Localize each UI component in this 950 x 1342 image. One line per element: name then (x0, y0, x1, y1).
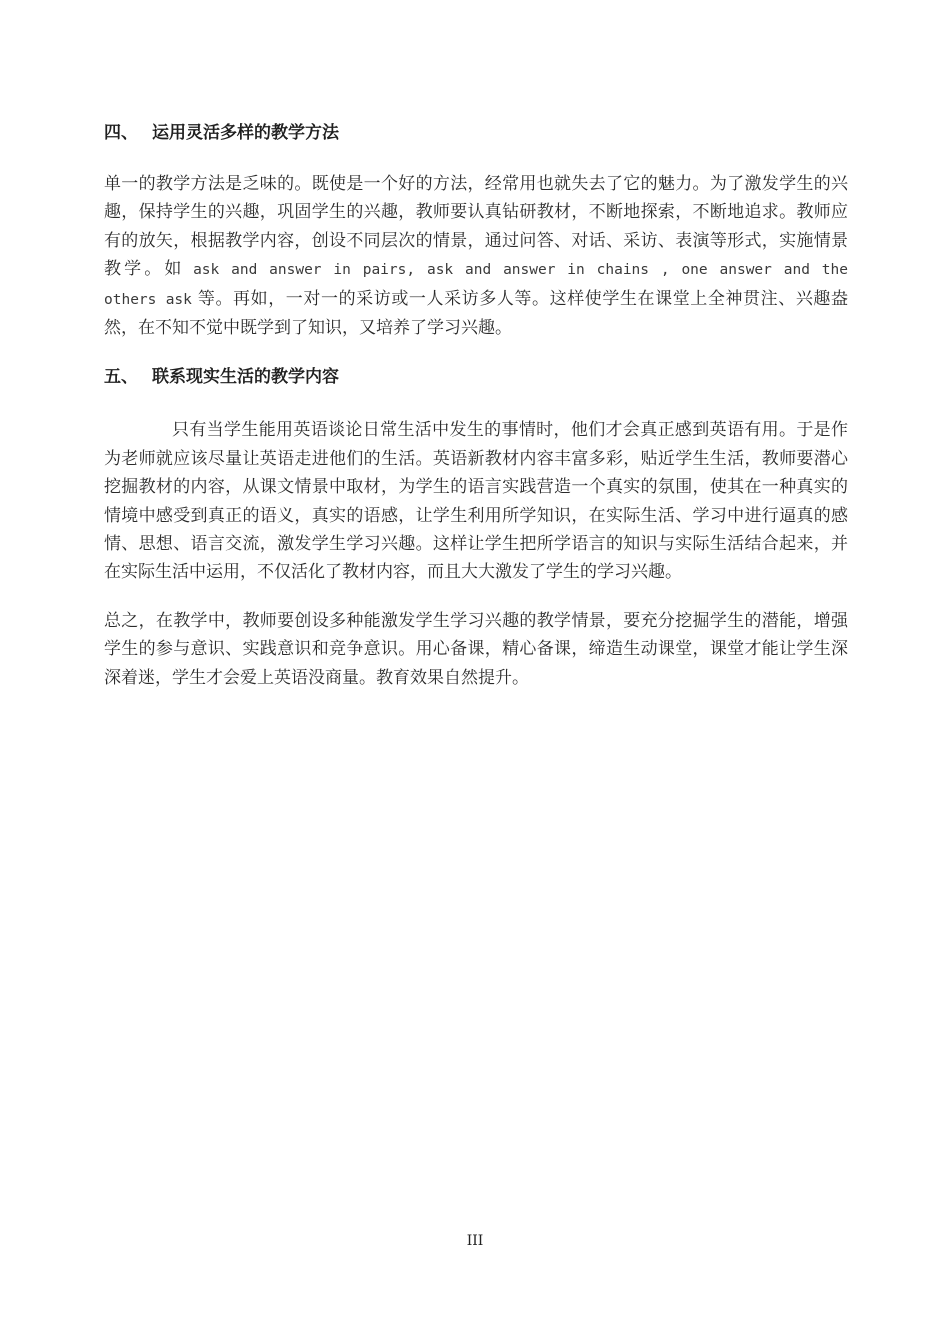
section-title: 联系现实生活的教学内容 (152, 367, 339, 388)
conclusion-paragraph: 总之，在教学中，教师要创设多种能激发学生学习兴趣的教学情景，要充分挖掘学生的潜能，增强学生的参与意识、实践意识和竞争意识。用心备课，精心备课，缔造生动课堂，课堂才能让学生深深着迷，学生才会爱上英语没商量。教育效果自然提升。 (104, 610, 848, 688)
english-example-text: ask and answer in pairs, ask and answer in chains , one answer and the others ask (104, 262, 848, 308)
section-number: 四、 (104, 123, 138, 143)
page-number: III (466, 1233, 484, 1249)
section-4-paragraph (104, 170, 848, 342)
section-heading-4 (104, 118, 848, 148)
section-heading-5 (104, 362, 848, 392)
section-number: 五、 (104, 367, 138, 388)
section-title: 运用灵活多样的教学方法 (152, 123, 339, 143)
document-page (104, 118, 848, 692)
paragraph-text: 等。再如，一对一的采访或一人采访多人等。这样使学生在课堂上全神贯注、兴趣盎然，在不知不觉中既学到了知识，又培养了学习兴趣。 (104, 288, 848, 339)
section-5-paragraph: 只有当学生能用英语谈论日常生活中发生的事情时，他们才会真正感到英语有用。于是作为老师就应该尽量让英语走进他们的生活。英语新教材内容丰富多彩，贴近学生生活，教师要潜心挖掘教材的内容，从课文情景中取材，为学生的语言实践营造一个真实的氛围，使其在一种真实的情境中感受到真正的语义，真实的语感，让学生利用所学知识，在实际生活、学习中进行逼真的感情、思想、语言交流，激发学生学习兴趣。这样让学生把所学语言的知识与实际生活结合起来，并在实际生活中运用，不仅活化了教材内容，而且大大激发了学生的学习兴趣。 (104, 420, 848, 583)
paragraph-text: 单一的教学方法是乏味的。既使是一个好的方法，经常用也就失去了它的魅力。为了激发学生的兴趣，保持学生的兴趣，巩固学生的兴趣，教师要认真钻研教材，不断地探索，不断地追求。教师应有的放矢，根据教学内容，创设不同层次的情景，通过问答、对话、采访、表演等形式，实施情景教学。如 (104, 174, 848, 280)
